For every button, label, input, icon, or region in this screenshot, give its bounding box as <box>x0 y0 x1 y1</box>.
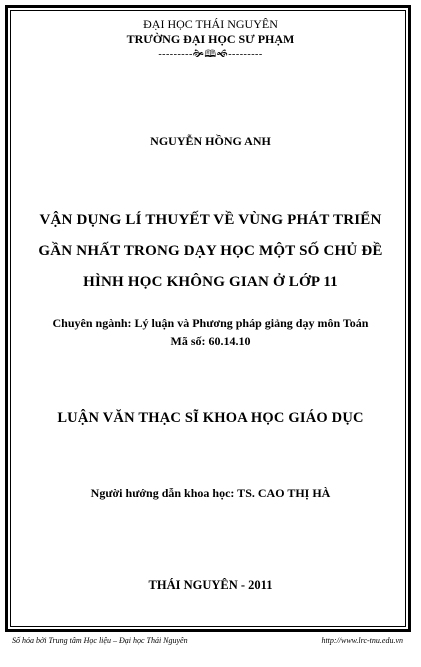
major-label: Chuyên ngành: Lý luận và Phương pháp giảng dạy môn Toán <box>52 316 369 330</box>
author-name: NGUYỄN HỒNG ANH <box>150 134 271 148</box>
major-code: Mã số: 60.14.10 <box>170 334 251 348</box>
ornament-divider: ---------🙞🕮🙜--------- <box>158 49 263 60</box>
thesis-title-line-3: HÌNH HỌC KHÔNG GIAN Ở LỚP 11 <box>83 274 338 290</box>
footer-url-link[interactable]: http://www.lrc-tnu.edu.vn <box>321 636 403 645</box>
thesis-title-line-2: GẦN NHẤT TRONG DẠY HỌC MỘT SỐ CHỦ ĐỀ <box>38 243 383 259</box>
thesis-title-line-1: VẬN DỤNG LÍ THUYẾT VỀ VÙNG PHÁT TRIỂN <box>39 212 382 228</box>
university-name: ĐẠI HỌC THÁI NGUYÊN <box>143 17 278 31</box>
digitization-footer <box>0 636 421 652</box>
degree-type: LUẬN VĂN THẠC SĨ KHOA HỌC GIÁO DỤC <box>57 410 364 426</box>
place-year: THÁI NGUYÊN - 2011 <box>148 578 273 592</box>
footer-credit: Số hóa bởi Trung tâm Học liệu – Đại học Thái Nguyên <box>12 636 188 645</box>
advisor-label: Người hướng dẫn khoa học: TS. CAO THỊ HÀ <box>90 486 331 500</box>
school-name: TRƯỜNG ĐẠI HỌC SƯ PHẠM <box>126 32 295 46</box>
